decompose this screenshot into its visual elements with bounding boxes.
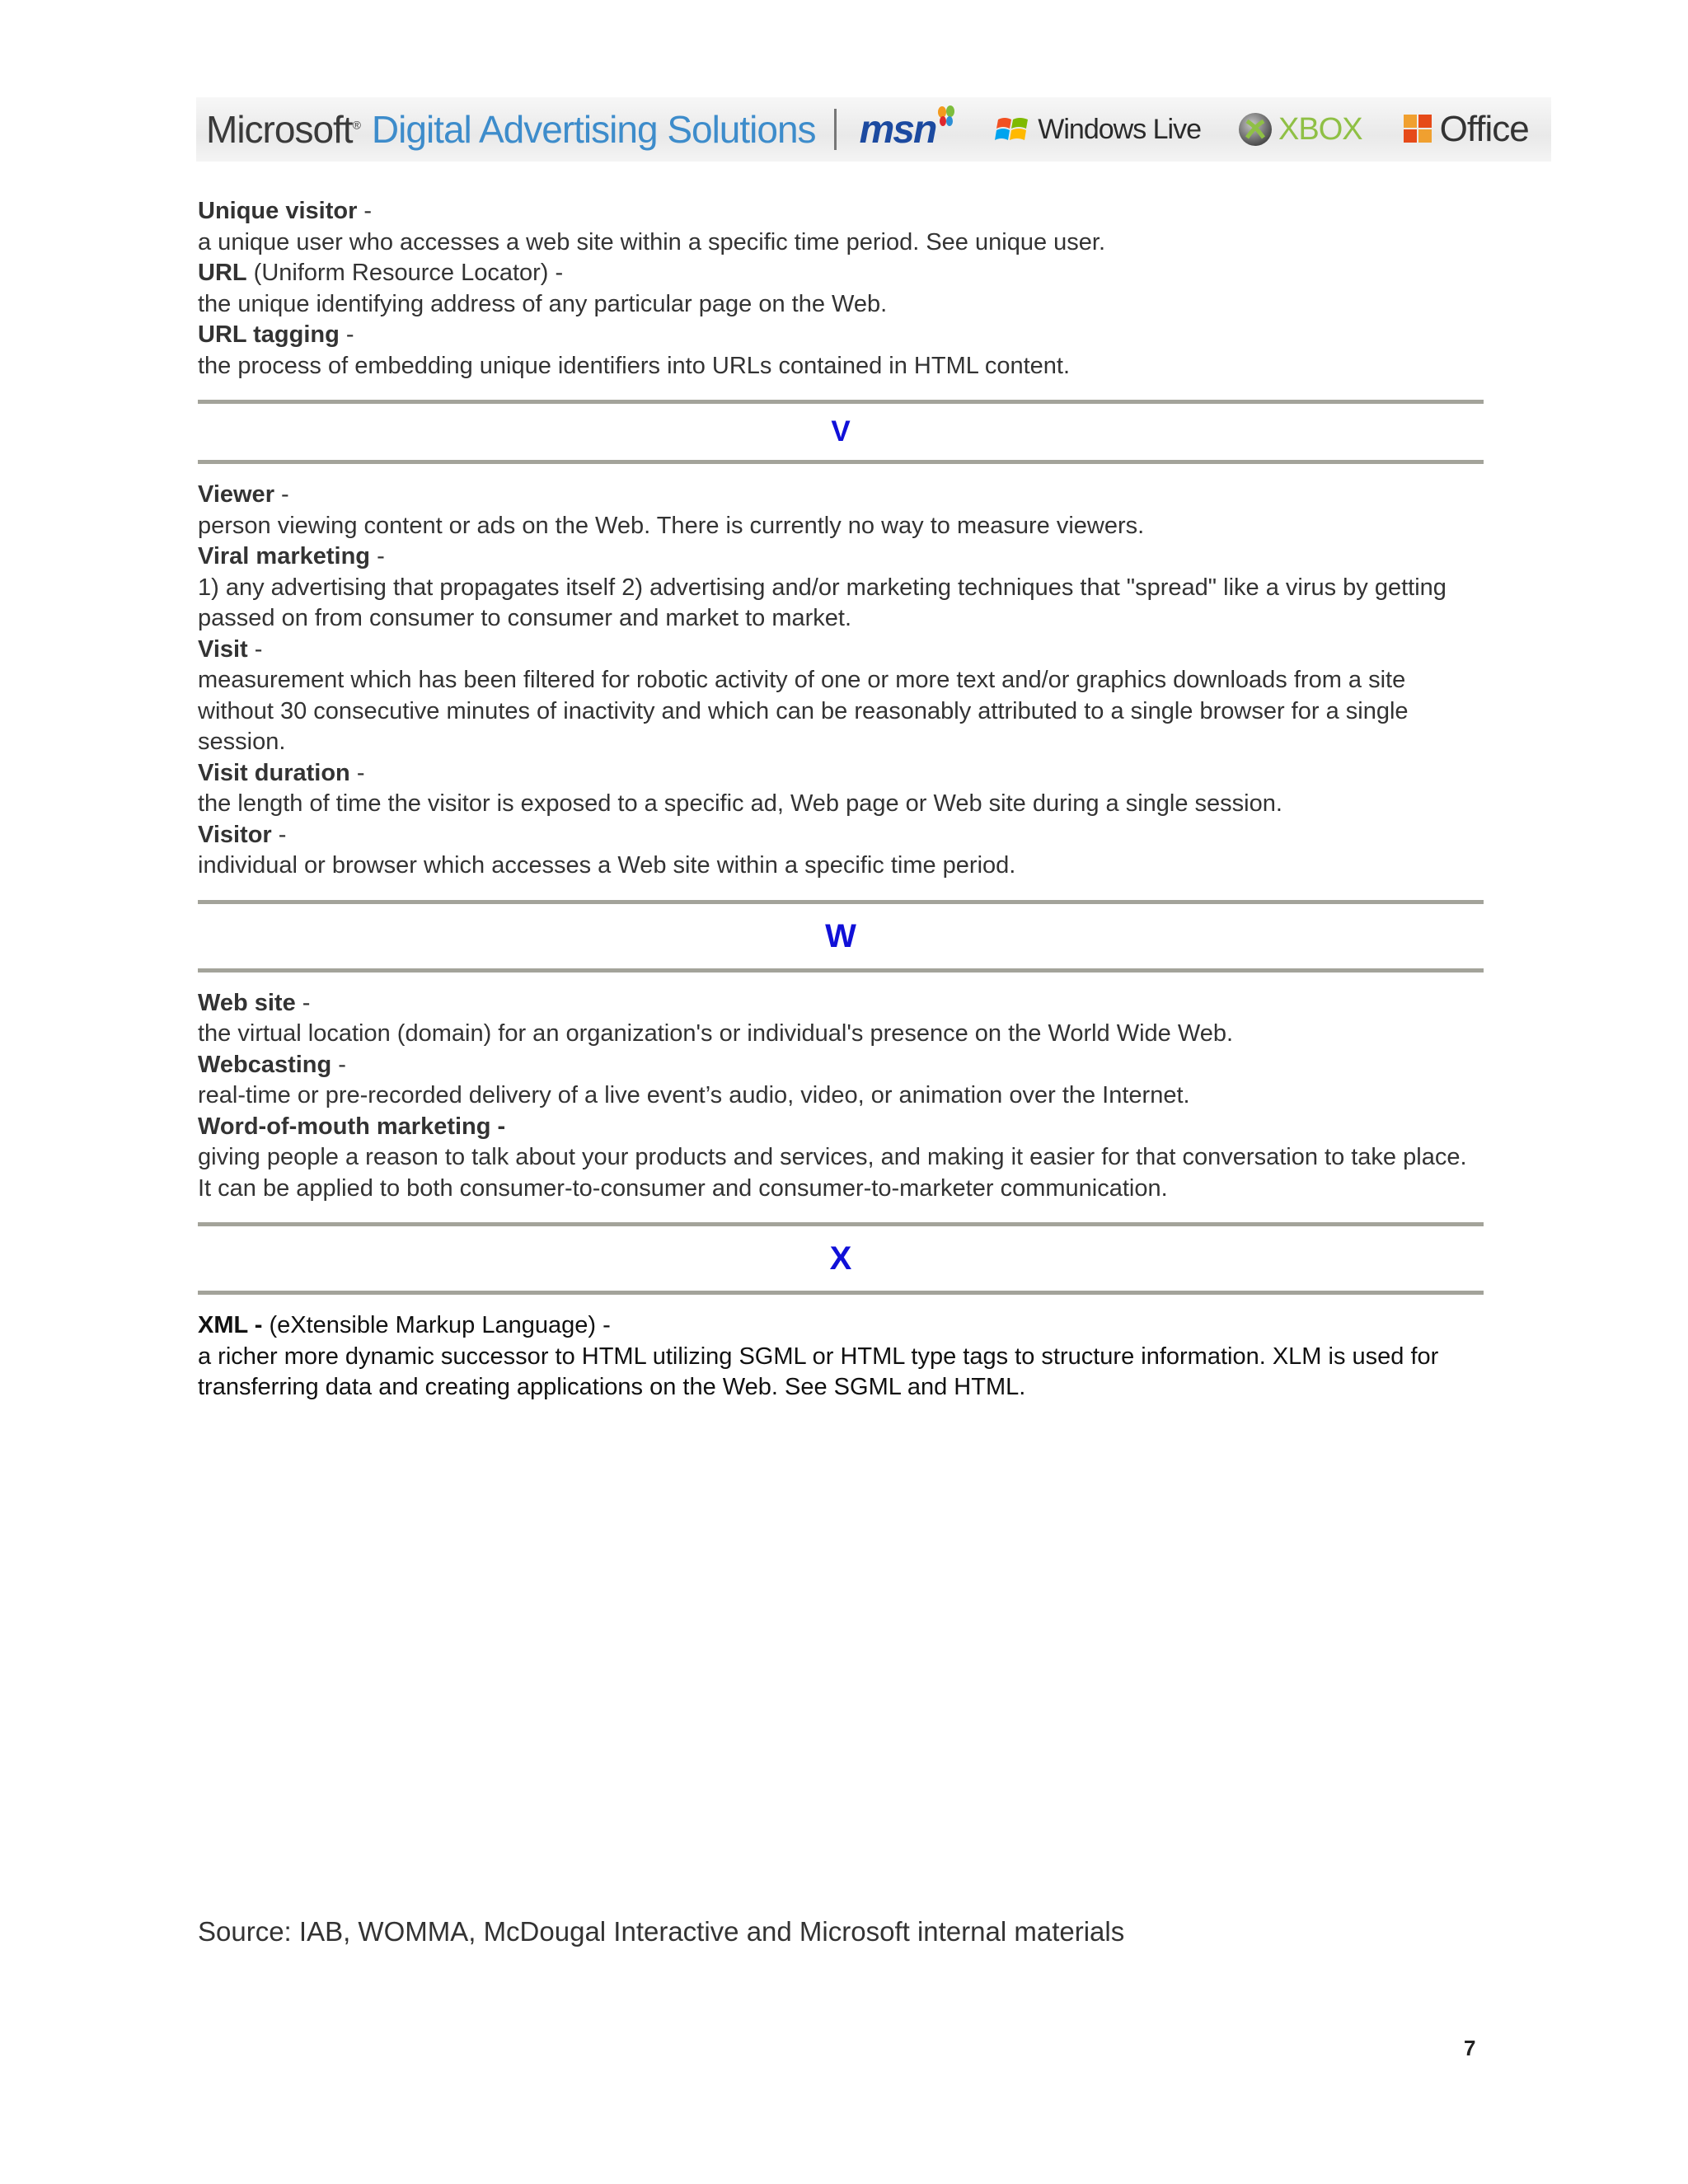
msn-logo: msn bbox=[859, 107, 936, 152]
entry-term: URL bbox=[198, 260, 247, 286]
entry-term-suffix: - bbox=[349, 759, 365, 786]
entry-term-suffix: - bbox=[271, 821, 287, 848]
entry-definition: a unique user who accesses a web site within a specific time period. See unique user. bbox=[198, 228, 1106, 255]
page-number: 7 bbox=[1464, 2036, 1476, 2060]
section-rule-bottom bbox=[198, 968, 1484, 972]
glossary-entry bbox=[198, 541, 1484, 635]
source-citation: Source: IAB, WOMMA, McDougal Interactive and Microsoft internal materials bbox=[198, 1916, 1125, 1947]
glossary-entry bbox=[198, 1050, 1484, 1112]
entry-definition: real-time or pre-recorded delivery of a live event’s audio, video, or animation over the Internet. bbox=[198, 1082, 1190, 1108]
msn-butterfly-icon bbox=[937, 105, 955, 127]
section-rule-bottom bbox=[198, 1291, 1484, 1295]
entry-term-suffix: - bbox=[247, 635, 263, 663]
banner-separator bbox=[834, 109, 837, 150]
office-logo bbox=[1400, 109, 1529, 150]
entry-term-suffix: - bbox=[295, 989, 311, 1016]
xbox-orb-icon bbox=[1237, 111, 1273, 148]
glossary-entry bbox=[198, 988, 1484, 1050]
entry-term: URL tagging bbox=[198, 321, 340, 348]
glossary-entry bbox=[198, 1112, 1484, 1205]
section-header-w bbox=[198, 900, 1484, 972]
entry-term: Viewer bbox=[198, 481, 274, 508]
section-rule-bottom bbox=[198, 460, 1484, 464]
entry-definition: the process of embedding unique identifiers into URLs contained in HTML content. bbox=[198, 352, 1071, 379]
entry-term: Word-of-mouth marketing - bbox=[198, 1113, 506, 1140]
entry-term: Webcasting bbox=[198, 1051, 332, 1078]
entry-definition: giving people a reason to talk about your products and services, and making it easier for that conversation to take place. It can be applied to both consumer-to-consumer and consumer-to-marketer communication. bbox=[198, 1144, 1467, 1202]
entry-definition: 1) any advertising that propagates itself 2) advertising and/or marketing techniques that "spread" like a virus by getting passed on from consumer to consumer and market to market. bbox=[198, 574, 1447, 631]
entry-definition: the virtual location (domain) for an organization's or individual's presence on the World Wide Web. bbox=[198, 1020, 1234, 1047]
glossary-content bbox=[198, 196, 1484, 1404]
glossary-entry bbox=[198, 196, 1484, 258]
entry-definition: the length of time the visitor is exposed to a specific ad, Web page or Web site during a single session. bbox=[198, 790, 1282, 817]
registered-mark: ® bbox=[352, 118, 360, 132]
office-icon bbox=[1400, 111, 1438, 148]
microsoft-logo bbox=[206, 107, 360, 152]
entry-term-suffix: - bbox=[339, 321, 354, 348]
glossary-entry bbox=[198, 1310, 1484, 1404]
windows-live-logo bbox=[995, 113, 1201, 146]
entry-term: Visitor bbox=[198, 821, 272, 848]
windows-flag-icon bbox=[995, 113, 1033, 146]
entry-term: Visit duration bbox=[198, 759, 350, 786]
entry-definition: measurement which has been filtered for robotic activity of one or more text and/or graphics downloads from a site without 30 consecutive minutes of inactivity and which can be reasonably attributed to a single browser for a single session. bbox=[198, 667, 1409, 755]
entry-term-suffix: - bbox=[357, 198, 373, 224]
glossary-entry bbox=[198, 320, 1484, 382]
entry-definition: person viewing content or ads on the Web. There is currently no way to measure viewers. bbox=[198, 512, 1145, 539]
glossary-entry bbox=[198, 820, 1484, 882]
office-text: Office bbox=[1439, 109, 1529, 149]
windows-live-text: Windows Live bbox=[1038, 113, 1202, 145]
xbox-logo bbox=[1237, 111, 1362, 148]
entry-term-suffix: - bbox=[331, 1051, 346, 1078]
microsoft-wordmark: Microsoft bbox=[206, 108, 353, 151]
entry-definition: individual or browser which accesses a Web site within a specific time period. bbox=[198, 852, 1016, 879]
entry-term: XML - bbox=[198, 1312, 263, 1338]
section-header-x bbox=[198, 1222, 1484, 1295]
entry-definition: the unique identifying address of any particular page on the Web. bbox=[198, 290, 888, 317]
section-letter: V bbox=[831, 415, 851, 448]
entry-term: Web site bbox=[198, 989, 296, 1016]
glossary-entry bbox=[198, 258, 1484, 320]
section-header-v bbox=[198, 400, 1484, 464]
entry-term-suffix: - bbox=[370, 543, 385, 569]
entry-term-suffix: - bbox=[274, 481, 289, 508]
header-banner bbox=[196, 97, 1551, 162]
banner-tagline: Digital Advertising Solutions bbox=[371, 108, 816, 151]
section-letter: W bbox=[825, 917, 856, 954]
entry-term-suffix: (Uniform Resource Locator) - bbox=[246, 260, 564, 286]
glossary-entry bbox=[198, 758, 1484, 820]
entry-term: Visit bbox=[198, 635, 248, 663]
entry-term-suffix: (eXtensible Markup Language) - bbox=[262, 1312, 611, 1338]
glossary-entry bbox=[198, 480, 1484, 541]
entry-definition: a richer more dynamic successor to HTML utilizing SGML or HTML type tags to structure information. XLM is used for transferring data and creating applications on the Web. See SGML and HTML. bbox=[198, 1343, 1439, 1400]
glossary-entry bbox=[198, 635, 1484, 758]
entry-term: Viral marketing bbox=[198, 543, 371, 569]
section-letter: X bbox=[829, 1240, 852, 1277]
entry-term: Unique visitor bbox=[198, 198, 358, 224]
xbox-text: XBOX bbox=[1278, 111, 1362, 147]
